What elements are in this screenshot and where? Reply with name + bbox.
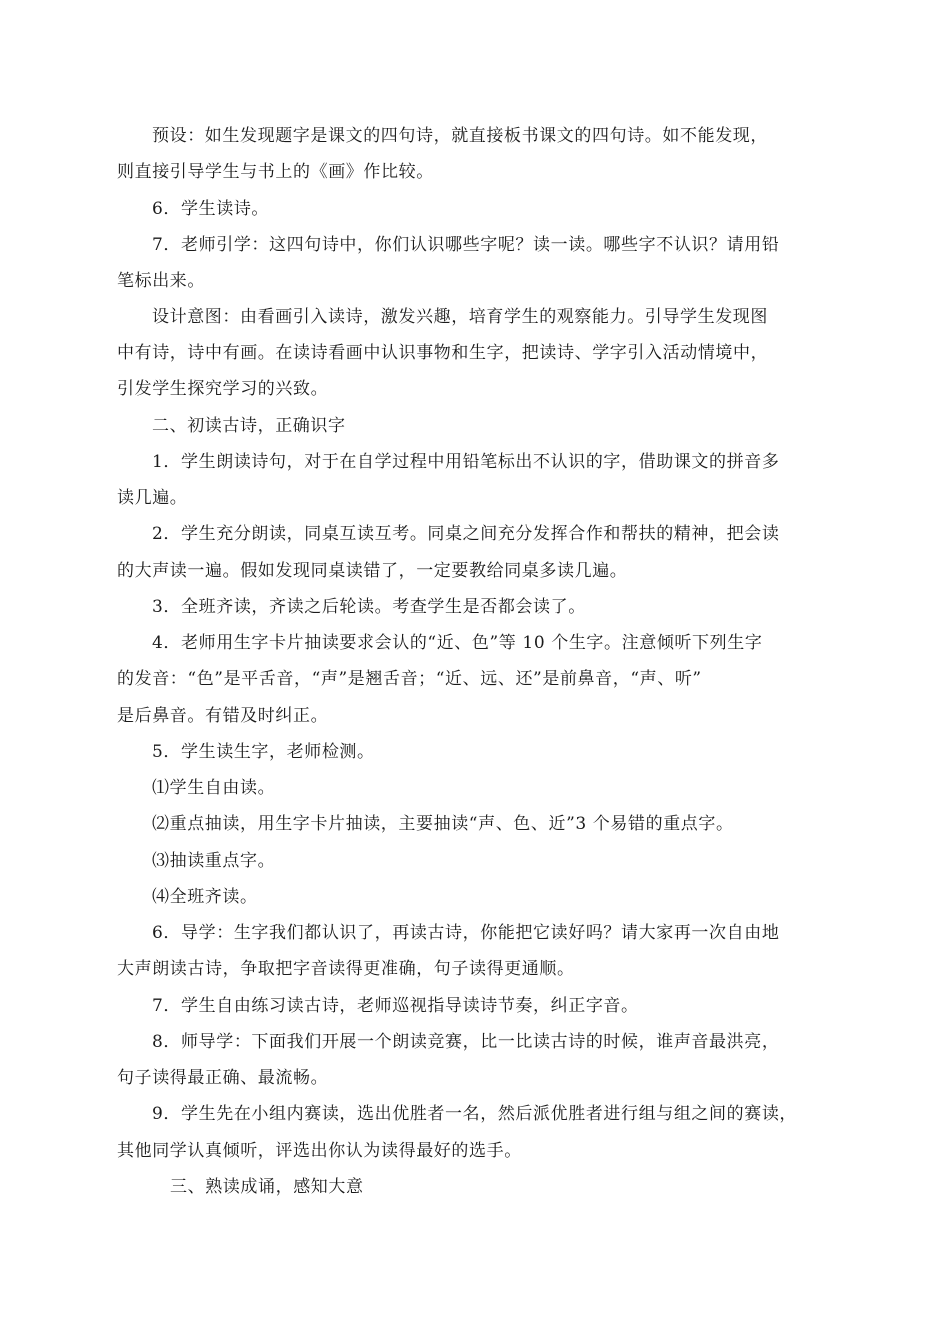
paragraph-line: 8．师导学：下面我们开展一个朗读竞赛，比一比读古诗的时候，谁声音最洪亮， xyxy=(152,1032,780,1052)
paragraph-line: 设计意图：由看画引入读诗，激发兴趣，培育学生的观察能力。引导学生发现图 xyxy=(152,307,768,327)
paragraph-line: 6．学生读诗。 xyxy=(152,199,270,219)
paragraph-line: 4．老师用生字卡片抽读要求会认的“近、色”等 10 个生字。注意倾听下列生字 xyxy=(152,633,763,653)
section-heading: 三、熟读成诵，感知大意 xyxy=(170,1177,364,1197)
paragraph-line: 7．老师引学：这四句诗中，你们认识哪些字呢？读一读。哪些字不认识？请用铅 xyxy=(152,235,780,255)
list-item: ⑴学生自由读。 xyxy=(152,778,276,798)
list-item: ⑶抽读重点字。 xyxy=(152,851,276,871)
paragraph-line: 引发学生探究学习的兴致。 xyxy=(117,379,329,399)
section-heading: 二、初读古诗，正确识字 xyxy=(152,416,346,436)
paragraph-line: 中有诗，诗中有画。在读诗看画中认识事物和生字，把读诗、学字引入活动情境中， xyxy=(117,343,769,363)
paragraph-line: 1．学生朗读诗句，对于在自学过程中用铅笔标出不认识的字，借助课文的拼音多 xyxy=(152,452,780,472)
paragraph-line: 读几遍。 xyxy=(117,488,188,508)
paragraph-line: 3．全班齐读，齐读之后轮读。考查学生是否都会读了。 xyxy=(152,597,586,617)
paragraph-line: 9．学生先在小组内赛读，选出优胜者一名，然后派优胜者进行组与组之间的赛读， xyxy=(152,1104,798,1124)
paragraph-line: 6．导学：生字我们都认识了，再读古诗，你能把它读好吗？请大家再一次自由地 xyxy=(152,923,780,943)
paragraph-line: 句子读得最正确、最流畅。 xyxy=(117,1068,329,1088)
paragraph-line: 大声朗读古诗，争取把字音读得更准确，句子读得更通顺。 xyxy=(117,959,575,979)
paragraph-line: 的发音：“色”是平舌音，“声”是翘舌音；“近、远、还”是前鼻音，“声、听” xyxy=(117,669,702,689)
paragraph-line: 2．学生充分朗读，同桌互读互考。同桌之间充分发挥合作和帮扶的精神，把会读 xyxy=(152,524,780,544)
paragraph-line: 的大声读一遍。假如发现同桌读错了，一定要教给同桌多读几遍。 xyxy=(117,561,628,581)
paragraph-line: 7．学生自由练习读古诗，老师巡视指导读诗节奏，纠正字音。 xyxy=(152,996,639,1016)
paragraph-line: 笔标出来。 xyxy=(117,271,205,291)
list-item: ⑷全班齐读。 xyxy=(152,887,258,907)
paragraph-line: 其他同学认真倾听，评选出你认为读得最好的选手。 xyxy=(117,1141,522,1161)
paragraph-line: 是后鼻音。有错及时纠正。 xyxy=(117,706,329,726)
paragraph-line: 则直接引导学生与书上的《画》作比较。 xyxy=(117,162,434,182)
paragraph-line: 5．学生读生字，老师检测。 xyxy=(152,742,375,762)
paragraph-line: 预设：如生发现题字是课文的四句诗，就直接板书课文的四句诗。如不能发现， xyxy=(152,126,768,146)
list-item: ⑵重点抽读，用生字卡片抽读，主要抽读“声、色、近”3 个易错的重点字。 xyxy=(152,814,734,834)
